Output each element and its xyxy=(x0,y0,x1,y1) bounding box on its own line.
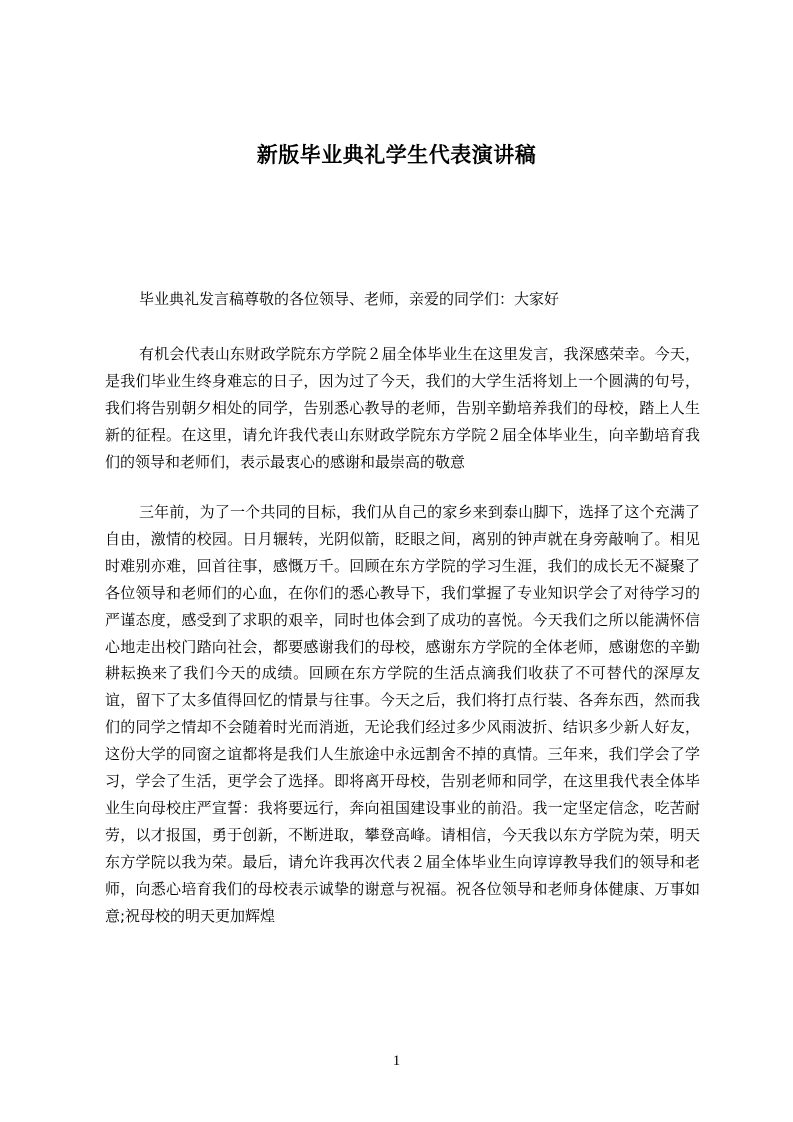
page-number: 1 xyxy=(392,1053,401,1069)
paragraph-2: 三年前，为了一个共同的目标，我们从自己的家乡来到泰山脚下，选择了这个充满了自由，激情的校园。日月辗转，光阴似箭，眨眼之间，离别的钟声就在身旁敲响了。相见时难别亦难，回首往事，感慨万千。回顾在东方学院的学习生涯，我们的成长无不凝聚了各位领导和老师们的心血，在你们的悉心教导下，我们掌握了专业知识学会了对待学习的严谨态度，感受到了求职的艰辛，同时也体会到了成功的喜悦。今天我们之所以能满怀信心地走出校门踏向社会，都要感谢我们的母校，感谢东方学院的全体老师，感谢您的辛勤耕耘换来了我们今天的成绩。回顾在东方学院的生活点滴我们收获了不可替代的深厚友谊，留下了太多值得回忆的情景与往事。今天之后，我们将打点行装、各奔东西，然而我们的同学之情却不会随着时光而消逝，无论我们经过多少风雨波折、结识多少新人好友，这份大学的同窗之谊都将是我们人生旅途中永远割舍不掉的真情。三年来，我们学会了学习，学会了生活，更学会了选择。即将离开母校，告别老师和同学，在这里我代表全体毕业生向母校庄严宣誓：我将要远行，奔向祖国建设事业的前沿。我一定坚定信念，吃苦耐劳，以才报国，勇于创新，不断进取，攀登高峰。请相信，今天我以东方学院为荣，明天东方学院以我为荣。最后，请允许我再次代表２届全体毕业生向谆谆教导我们的领导和老师，向悉心培育我们的母校表示诚挚的谢意与祝福。祝各位领导和老师身体健康、万事如意;祝母校的明天更加辉煌 xyxy=(105,503,700,925)
document-title: 新版毕业典礼学生代表演讲稿 xyxy=(256,143,537,167)
greeting-line: 毕业典礼发言稿尊敬的各位领导、老师，亲爱的同学们：大家好 xyxy=(139,290,560,308)
paragraph-1: 有机会代表山东财政学院东方学院２届全体毕业生在这里发言，我深感荣幸。今天，是我们毕业生终身难忘的日子，因为过了今天，我们的大学生活将划上一个圆满的句号，我们将告别朝夕相处的同学，告别悉心教导的老师，告别辛勤培养我们的母校，踏上人生新的征程。在这里，请允许我代表山东财政学院东方学院２届全体毕业生，向辛勤培育我们的领导和老师们，表示最衷心的感谢和最崇高的敬意 xyxy=(105,345,700,471)
